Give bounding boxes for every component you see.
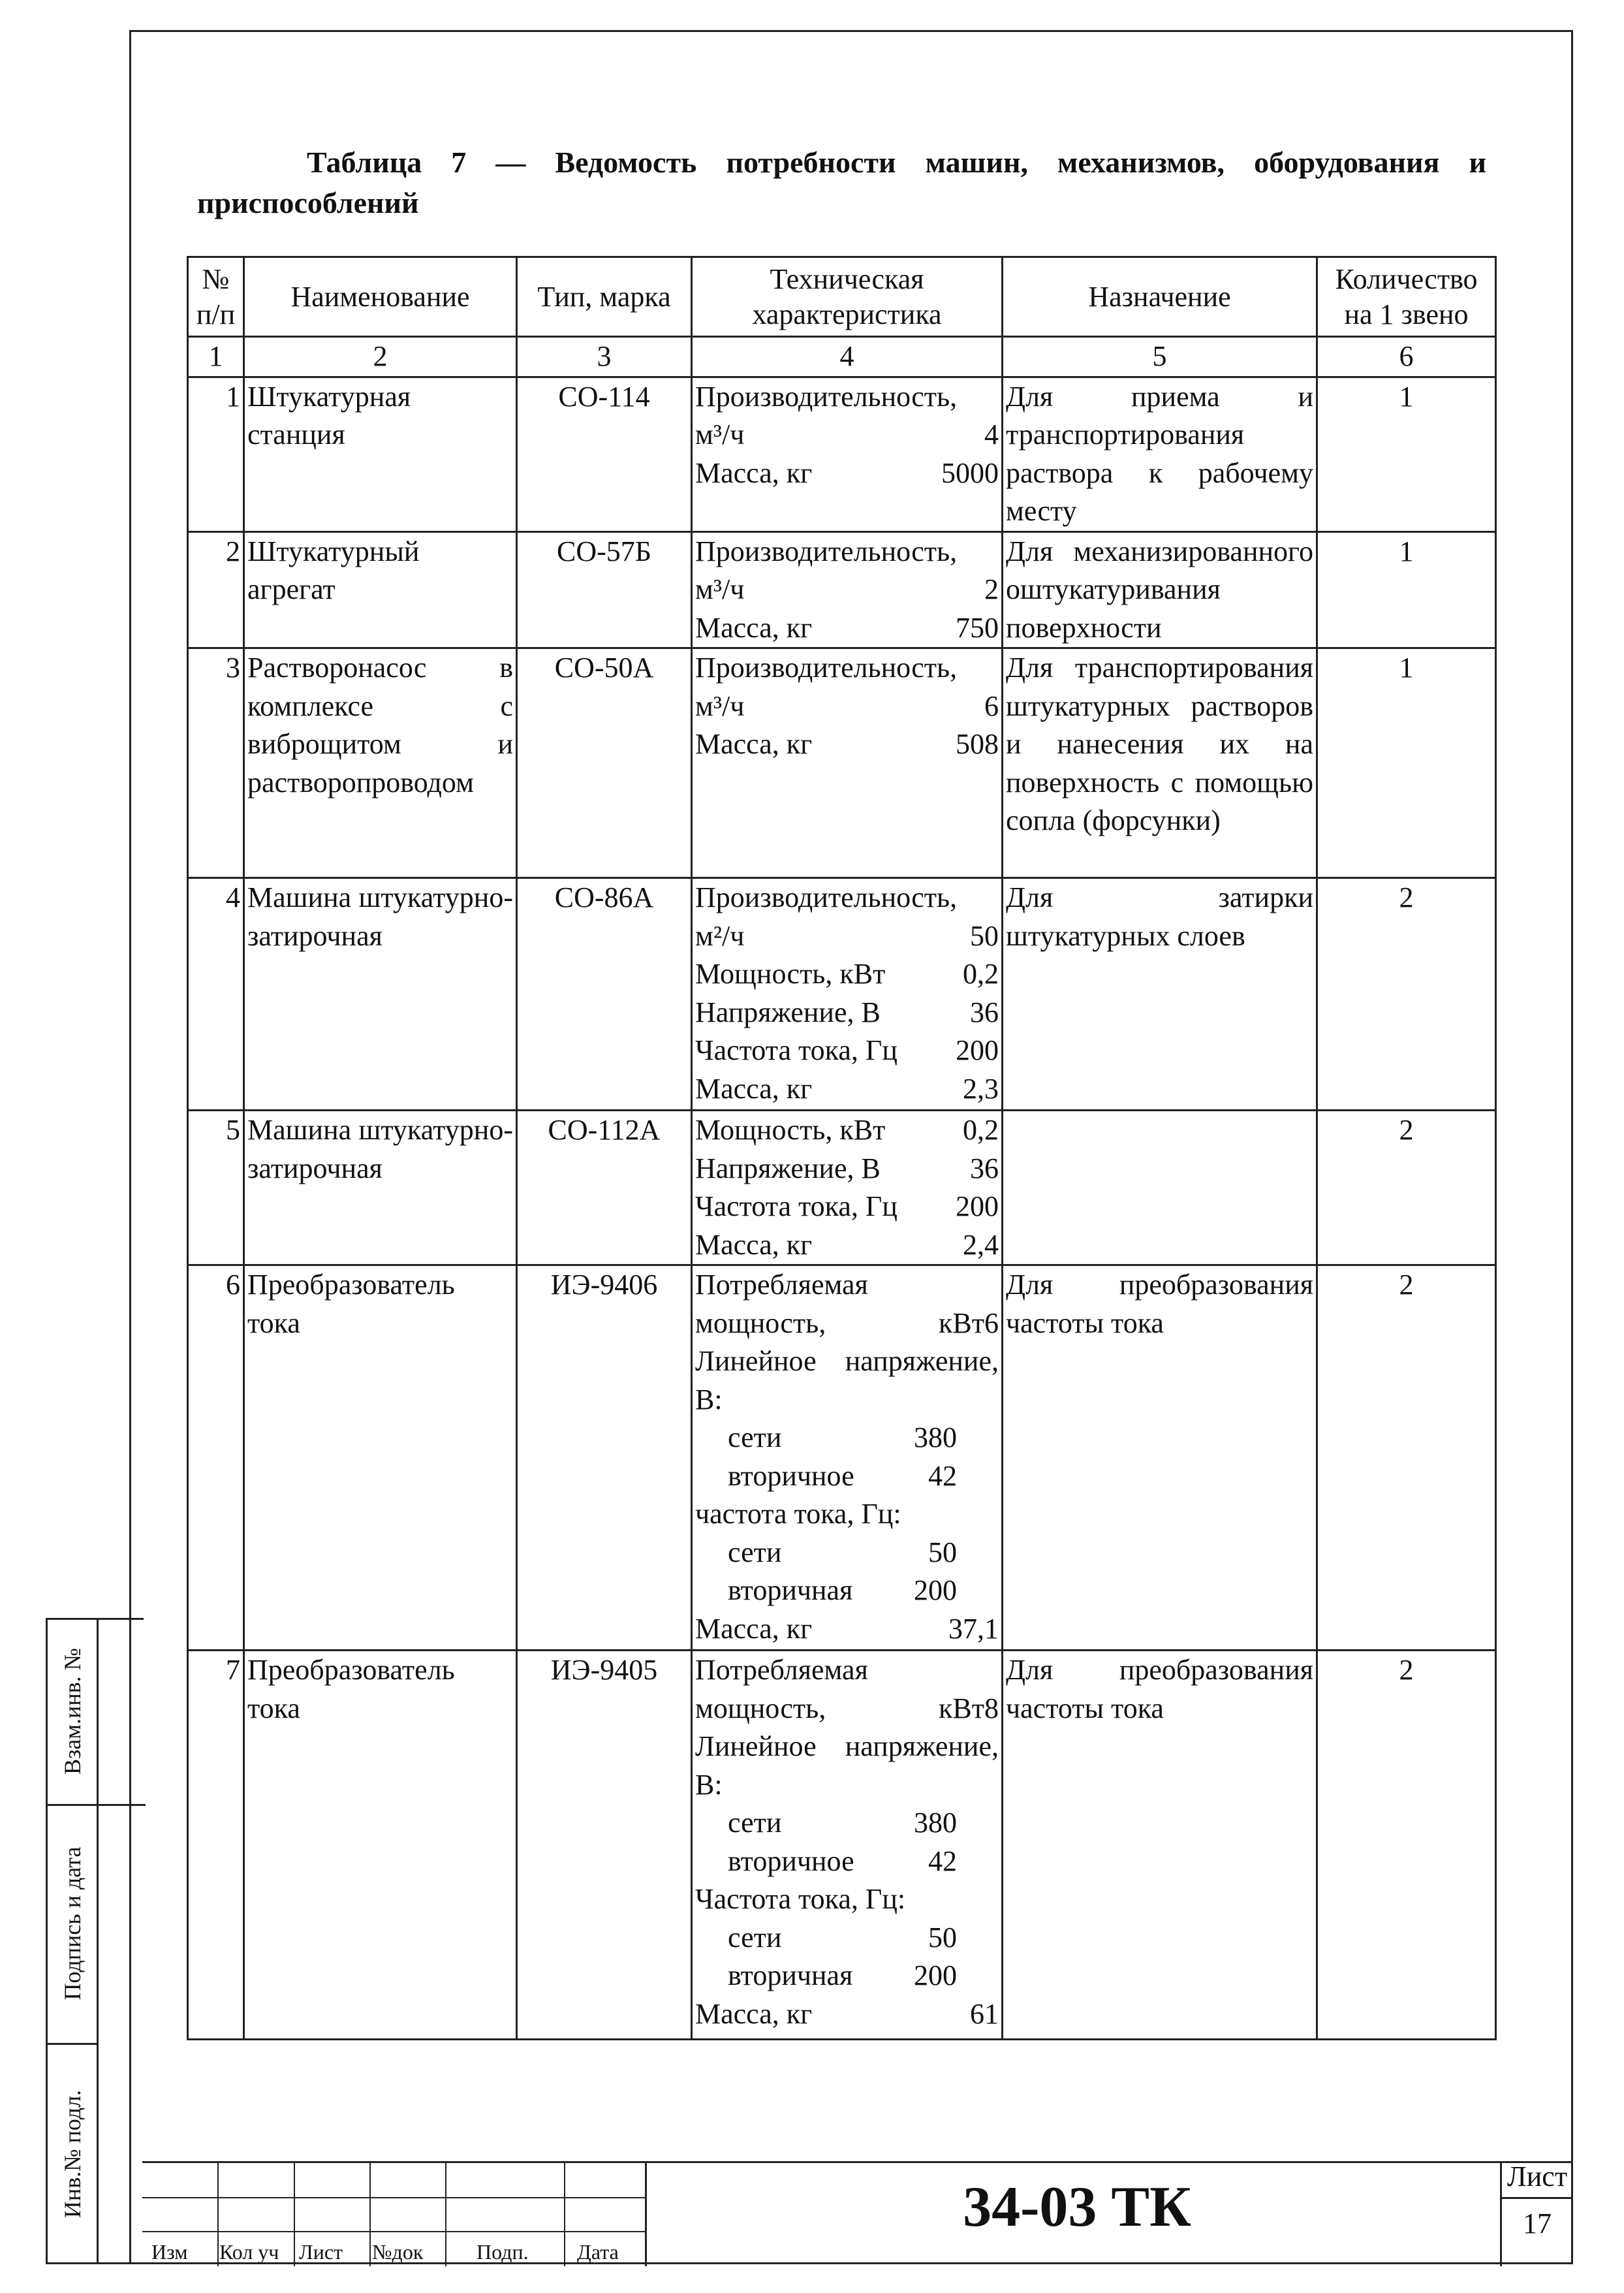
spec-line	[695, 1032, 999, 1070]
equipment-type: ИЭ-9406	[517, 1265, 692, 1651]
row-number: 4	[188, 878, 244, 1111]
column-number-row	[188, 337, 1496, 377]
quantity-per-team: 1	[1317, 531, 1496, 648]
equipment-purpose: Для механизированного оштукатуривания поверхности	[1003, 531, 1317, 648]
spec-text: Масса, кг	[695, 1228, 813, 1261]
spec-value: 200	[956, 1190, 999, 1222]
equipment-name: Преобразователь тока	[244, 1265, 517, 1651]
table-row	[188, 1265, 1496, 1651]
spec-line	[695, 1842, 999, 1881]
equipment-type: СО-86А	[517, 878, 692, 1111]
spec-line	[695, 1150, 999, 1188]
spec-line	[695, 1610, 999, 1649]
column-number: 4	[692, 337, 1003, 377]
column-number: 5	[1003, 337, 1317, 377]
spec-text: сети	[728, 1536, 782, 1568]
replacement-inventory-label: Взам.инв. №	[59, 1648, 86, 1775]
quantity-per-team: 2	[1317, 1265, 1496, 1651]
spec-line	[695, 1651, 999, 1728]
spec-text: Потребляемая мощность, кВт	[695, 1654, 984, 1724]
spec-text: Линейное напряжение, В:	[695, 1730, 999, 1801]
spec-text: вторичное	[728, 1844, 854, 1877]
table-row	[188, 531, 1496, 648]
spec-value: 2	[984, 573, 999, 605]
sheet-label: Лист	[1507, 2160, 1568, 2192]
equipment-purpose: Для приема и транспортирования раствора к рабочему месту	[1003, 377, 1317, 531]
sheet-col-label: Лист	[299, 2240, 343, 2264]
equipment-type: ИЭ-9405	[517, 1651, 692, 2040]
spec-text: вторичная	[728, 1959, 853, 1991]
spec-value: 50	[928, 1536, 957, 1568]
equipment-purpose: Для транспортирования штукатурных растворов и нанесения их на поверхность с помощью сопла (форсунки)	[1003, 648, 1317, 878]
spec-value: 2,4	[963, 1228, 999, 1261]
spec-value: 2,3	[963, 1072, 999, 1105]
spec-text: Масса, кг	[695, 1997, 813, 2030]
row-number: 6	[188, 1265, 244, 1651]
spec-text: Производительность, м³/ч	[695, 652, 958, 722]
row-number: 3	[188, 648, 244, 878]
quantity-per-team: 1	[1317, 648, 1496, 878]
spec-text: частота тока, Гц:	[695, 1498, 901, 1530]
column-number: 6	[1317, 337, 1496, 377]
technical-specs	[692, 377, 1003, 531]
equipment-purpose	[1003, 1111, 1317, 1265]
equipment-type: СО-114	[517, 377, 692, 531]
quantity-per-team: 1	[1317, 377, 1496, 531]
document-code: 34-03 ТК	[963, 2175, 1191, 2239]
spec-text: Частота тока, Гц	[695, 1190, 898, 1222]
equipment-name: Растворонасос в комплексе с виброщитом и растворопроводом	[244, 648, 517, 878]
spec-text: сети	[728, 1921, 782, 1953]
spec-line	[695, 994, 999, 1032]
equipment-type: СО-50А	[517, 648, 692, 878]
spec-text: Производительность, м²/ч	[695, 881, 958, 952]
spec-text: вторичное	[728, 1459, 854, 1492]
header-specs: Техническая характеристика	[692, 257, 1003, 337]
technical-specs	[692, 1111, 1003, 1265]
spec-text: сети	[728, 1421, 782, 1453]
spec-line	[695, 1728, 999, 1804]
table-row	[188, 878, 1496, 1111]
spec-line	[695, 1266, 999, 1342]
equipment-name: Машина штукатурно-затирочная	[244, 878, 517, 1111]
side-stamp	[46, 1618, 144, 2264]
spec-value: 5000	[941, 456, 999, 489]
spec-line	[695, 533, 999, 609]
spec-line	[695, 1419, 999, 1457]
spec-text: Частота тока, Гц:	[695, 1883, 906, 1915]
spec-line	[695, 609, 999, 648]
spec-line	[695, 725, 999, 764]
spec-line	[695, 1995, 999, 2034]
row-number: 7	[188, 1651, 244, 2040]
technical-specs	[692, 1265, 1003, 1651]
equipment-purpose: Для преобразования частоты тока	[1003, 1265, 1317, 1651]
spec-line	[695, 1495, 999, 1534]
technical-specs	[692, 878, 1003, 1111]
header-name: Наименование	[244, 257, 517, 337]
table-row	[188, 1111, 1496, 1265]
signature-date-label: Подпись и дата	[59, 1846, 86, 2000]
spec-text: Линейное напряжение, В:	[695, 1345, 999, 1415]
spec-value: 50	[970, 919, 999, 952]
spec-line	[695, 454, 999, 493]
spec-line	[695, 1534, 999, 1572]
equipment-name: Штукатурная станция	[244, 377, 517, 531]
spec-value: 8	[984, 1692, 999, 1724]
spec-line	[695, 1188, 999, 1226]
header-num: № п/п	[188, 257, 244, 337]
spec-value: 0,2	[963, 1114, 999, 1146]
rev-label: Изм	[151, 2240, 188, 2264]
spec-line	[695, 1342, 999, 1419]
table-row	[188, 377, 1496, 531]
equipment-type: СО-57Б	[517, 531, 692, 648]
table-title: Таблица 7 — Ведомость потребности машин, механизмов, оборудования и приспособлений	[197, 146, 1486, 219]
spec-line	[695, 955, 999, 994]
header-qty: Количество на 1 звено	[1317, 257, 1496, 337]
spec-text: вторичная	[728, 1574, 853, 1606]
spec-text: Масса, кг	[695, 1072, 813, 1105]
table-header-row	[188, 257, 1496, 337]
quantity-per-team: 2	[1317, 878, 1496, 1111]
spec-line	[695, 1957, 999, 1995]
column-number: 3	[517, 337, 692, 377]
spec-text: Напряжение, В	[695, 996, 881, 1028]
spec-value: 42	[928, 1844, 957, 1877]
header-purpose: Назначение	[1003, 257, 1317, 337]
equipment-type: СО-112А	[517, 1111, 692, 1265]
doc-number-label: №док	[372, 2240, 424, 2264]
spec-value: 36	[970, 996, 999, 1028]
spec-text: Мощность, кВт	[695, 1114, 886, 1146]
spec-text: сети	[728, 1807, 782, 1839]
equipment-name: Штукатурный агрегат	[244, 531, 517, 648]
sheet-number: 17	[1523, 2207, 1552, 2239]
equipment-purpose: Для преобразования частоты тока	[1003, 1651, 1317, 2040]
spec-line	[695, 1880, 999, 1919]
spec-line	[695, 378, 999, 454]
spec-value: 750	[956, 611, 999, 644]
spec-value: 6	[984, 1306, 999, 1339]
spec-value: 4	[984, 419, 999, 451]
row-number: 1	[188, 377, 244, 531]
spec-line	[695, 1070, 999, 1109]
row-number: 5	[188, 1111, 244, 1265]
spec-text: Производительность, м³/ч	[695, 380, 958, 451]
column-number: 2	[244, 337, 517, 377]
quantity-per-team: 2	[1317, 1111, 1496, 1265]
spec-line	[695, 1226, 999, 1265]
spec-line	[695, 1572, 999, 1610]
spec-value: 42	[928, 1459, 957, 1492]
spec-text: Частота тока, Гц	[695, 1034, 898, 1066]
signature-label: Подп.	[476, 2240, 529, 2264]
spec-value: 0,2	[963, 958, 999, 990]
quantity-per-team: 2	[1317, 1651, 1496, 2040]
spec-text: Масса, кг	[695, 456, 813, 489]
spec-text: Мощность, кВт	[695, 958, 886, 990]
spec-text: Масса, кг	[695, 728, 813, 760]
technical-specs	[692, 648, 1003, 878]
spec-value: 200	[956, 1034, 999, 1066]
date-label: Дата	[577, 2240, 619, 2264]
spec-text: Масса, кг	[695, 1612, 813, 1645]
spec-text: Напряжение, В	[695, 1152, 881, 1184]
spec-value: 6	[984, 689, 999, 722]
equipment-purpose: Для затирки штукатурных слоев	[1003, 878, 1317, 1111]
equipment-table	[187, 256, 1497, 2040]
spec-text: Производительность, м³/ч	[695, 535, 958, 605]
spec-value: 36	[970, 1152, 999, 1184]
spec-value: 37,1	[948, 1612, 999, 1645]
spec-line	[695, 1457, 999, 1496]
row-number: 2	[188, 531, 244, 648]
spec-value: 50	[928, 1921, 957, 1953]
spec-value: 61	[970, 1997, 999, 2030]
spec-line	[695, 879, 999, 955]
spec-line	[695, 1804, 999, 1842]
column-number: 1	[188, 337, 244, 377]
technical-specs	[692, 1651, 1003, 2040]
spec-value: 508	[956, 728, 999, 760]
spec-value: 380	[914, 1421, 957, 1453]
table-row	[188, 1651, 1496, 2040]
spec-value: 380	[914, 1807, 957, 1839]
spec-text: Масса, кг	[695, 611, 813, 644]
count-label: Кол уч	[219, 2240, 279, 2264]
spec-line	[695, 1919, 999, 1957]
equipment-name: Преобразователь тока	[244, 1651, 517, 2040]
spec-value: 200	[914, 1574, 957, 1606]
header-type: Тип, марка	[517, 257, 692, 337]
original-inventory-label: Инв.№ подл.	[59, 2089, 86, 2219]
spec-line	[695, 649, 999, 725]
spec-text: Потребляемая мощность, кВт	[695, 1269, 984, 1339]
spec-line	[695, 1111, 999, 1150]
equipment-name: Машина штукатурно-затирочная	[244, 1111, 517, 1265]
spec-value: 200	[914, 1959, 957, 1991]
technical-specs	[692, 531, 1003, 648]
table-row	[188, 648, 1496, 878]
